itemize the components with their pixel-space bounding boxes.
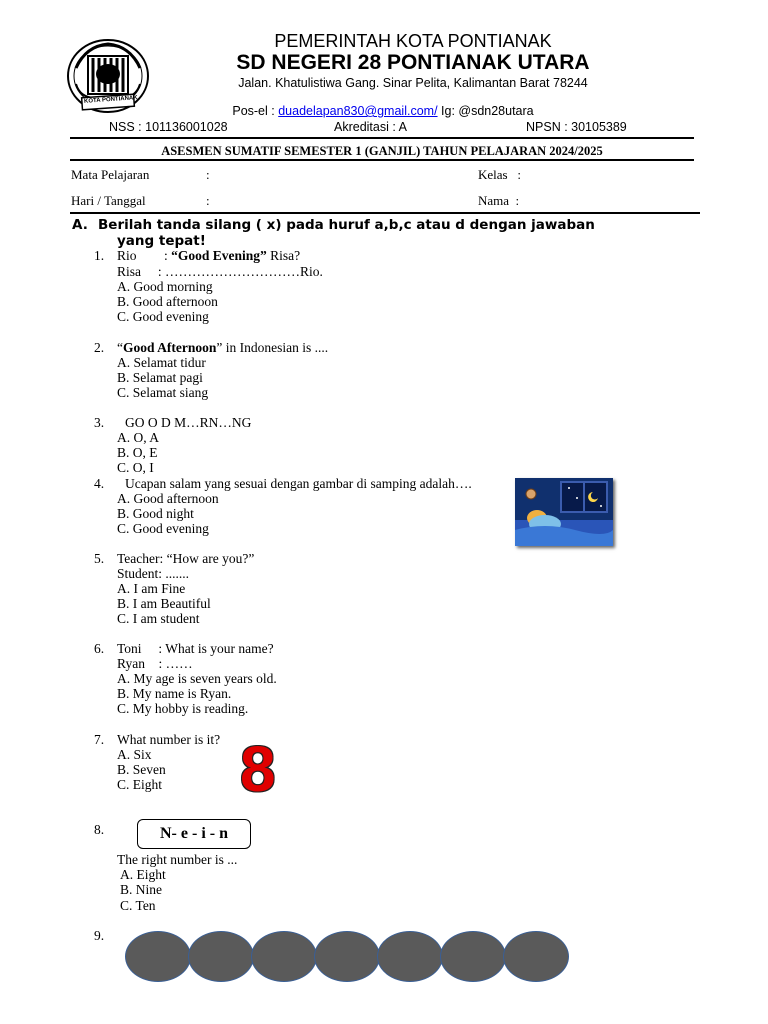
question-emphasis: Good Afternoon <box>123 340 217 355</box>
answer-option[interactable]: C. Eight <box>117 777 163 792</box>
oval-shape <box>188 931 254 982</box>
question-text: Ucapan salam yang sesuai dengan gambar di samping adalah…. <box>125 476 472 491</box>
answer-option[interactable]: C. Good evening <box>117 521 209 536</box>
question-number: 4. <box>94 476 105 491</box>
question-text: The right number is ... <box>117 852 238 867</box>
oval-shape <box>440 931 506 982</box>
answer-option[interactable]: A. Eight <box>120 867 166 882</box>
section-marker: A. <box>72 217 88 233</box>
answer-option[interactable]: A. I am Fine <box>117 581 186 596</box>
answer-option[interactable]: C. I am student <box>117 611 200 626</box>
subject-label: Mata Pelajaran <box>71 167 150 182</box>
question-speaker: Rio <box>117 248 137 263</box>
answer-option[interactable]: B. My name is Ryan. <box>117 686 232 701</box>
info-divider <box>70 212 700 214</box>
question-text: Toni : What is your name? <box>117 641 274 656</box>
section-instruction-cont: yang tepat! <box>117 233 206 249</box>
exam-title: ASESMEN SUMATIF SEMESTER 1 (GANJIL) TAHUN PELAJARAN 2024/2025 <box>161 144 603 158</box>
question-text-rest: ” in Indonesian is .... <box>216 340 329 355</box>
answer-option[interactable]: A. Good morning <box>117 279 213 294</box>
answer-option[interactable]: A. Good afternoon <box>117 491 219 506</box>
big-number-graphic: 8 <box>240 733 276 805</box>
header-divider <box>70 137 694 139</box>
question-number: 7. <box>94 732 105 747</box>
scrambled-word-box: N- e - i - n <box>137 819 251 849</box>
instagram-handle: Ig: @sdn28utara <box>437 104 534 118</box>
question-text <box>164 248 300 263</box>
name-label: Nama : <box>478 193 520 208</box>
answer-option[interactable]: B. Good afternoon <box>117 294 218 309</box>
answer-option[interactable]: B. O, E <box>117 445 158 460</box>
answer-option[interactable]: C. Selamat siang <box>117 385 209 400</box>
government-name: PEMERINTAH KOTA PONTIANAK <box>274 31 552 51</box>
question-line: Ryan : …… <box>117 656 193 671</box>
answer-option[interactable]: A. My age is seven years old. <box>117 671 277 686</box>
answer-option[interactable]: A. Six <box>117 747 152 762</box>
logo-banner-text: KOTA PONTIANAK <box>83 95 138 105</box>
oval-shape <box>377 931 443 982</box>
question-emphasis: “Good Evening” <box>171 248 267 263</box>
quote-open: “ <box>117 340 123 355</box>
speaker-colon: : <box>164 248 168 263</box>
question-text-rest: Risa? <box>266 248 301 263</box>
question-number: 6. <box>94 641 105 656</box>
oval-shape <box>125 931 191 982</box>
nss-number: NSS : 101136001028 <box>109 120 228 134</box>
answer-option[interactable]: A. O, A <box>117 430 160 445</box>
answer-option[interactable]: A. Selamat tidur <box>117 355 206 370</box>
answer-option[interactable]: C. Good evening <box>117 309 209 324</box>
subject-colon: : <box>206 167 210 182</box>
answer-option[interactable]: B. Selamat pagi <box>117 370 203 385</box>
email-label: Pos-el : <box>232 104 279 118</box>
question-number: 1. <box>94 248 105 263</box>
title-divider <box>70 159 694 161</box>
oval-shape <box>251 931 317 982</box>
oval-shape <box>314 931 380 982</box>
night-bedroom-picture <box>515 478 613 546</box>
question-line: Student: ....... <box>117 566 190 581</box>
answer-option[interactable]: B. I am Beautiful <box>117 596 211 611</box>
answer-option[interactable]: B. Seven <box>117 762 166 777</box>
question-number: 2. <box>94 340 105 355</box>
email-link[interactable]: duadelapan830@gmail.com/ <box>278 104 438 118</box>
question-line: Risa : …………………………Rio. <box>117 264 323 279</box>
question-number: 8. <box>94 822 105 837</box>
answer-option[interactable]: B. Nine <box>120 882 162 897</box>
npsn-number: NPSN : 30105389 <box>526 120 627 134</box>
school-name: SD NEGERI 28 PONTIANAK UTARA <box>236 51 590 74</box>
question-text: What number is it? <box>117 732 221 747</box>
answer-option[interactable]: C. Ten <box>120 898 156 913</box>
accreditation: Akreditasi : A <box>334 120 407 134</box>
question-text: GO O D M…RN…NG <box>125 415 252 430</box>
answer-option[interactable]: B. Good night <box>117 506 194 521</box>
contact-line <box>0 104 766 118</box>
question-text: Teacher: “How are you?” <box>117 551 255 566</box>
section-instruction: Berilah tanda silang ( x) pada huruf a,b,c atau d dengan jawaban <box>98 217 595 233</box>
question-text <box>117 340 328 355</box>
class-label: Kelas : <box>478 167 521 182</box>
question-number: 5. <box>94 551 105 566</box>
answer-option[interactable]: C. O, I <box>117 460 154 475</box>
answer-option[interactable]: C. My hobby is reading. <box>117 701 249 716</box>
question-number: 9. <box>94 928 105 943</box>
school-address: Jalan. Khatulistiwa Gang. Sinar Pelita, Kalimantan Barat 78244 <box>238 76 588 90</box>
oval-shape <box>503 931 569 982</box>
date-colon: : <box>206 193 210 208</box>
question-number: 3. <box>94 415 105 430</box>
date-label: Hari / Tanggal <box>71 193 146 208</box>
